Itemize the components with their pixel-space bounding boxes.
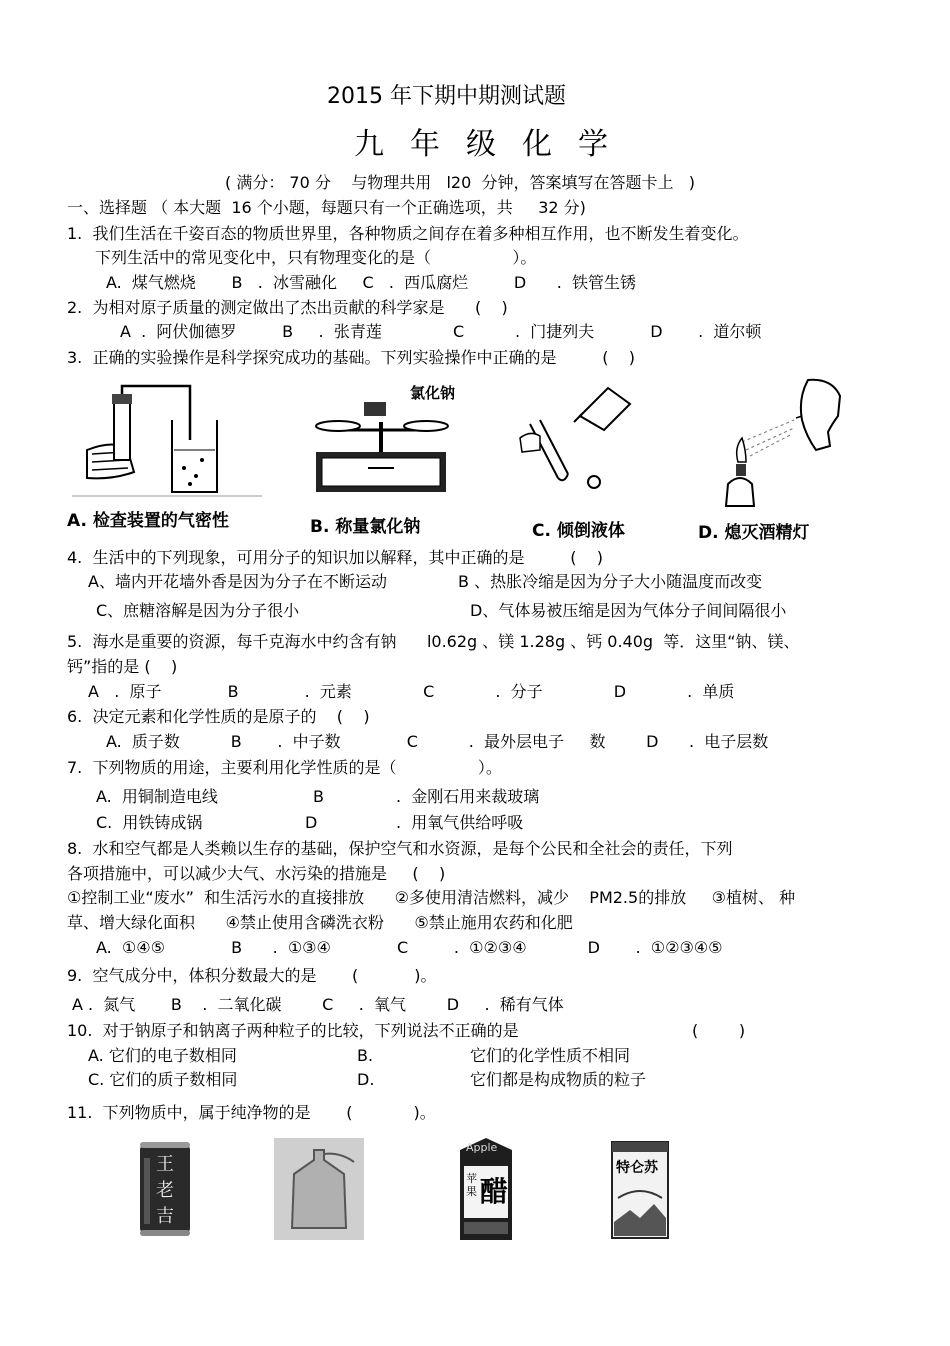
q10-option-d-label: D.	[357, 1070, 375, 1089]
figure-pouring-liquid	[510, 378, 650, 498]
gas-bag-image	[274, 1138, 364, 1240]
q8-options: A. ①④⑤ B . ①③④ C . ①②③④ D . ①②③④⑤	[96, 938, 723, 957]
figure-airtightness-check	[72, 380, 262, 502]
q4-stem: 4. 生活中的下列现象，可用分子的知识加以解释，其中正确的是 ( )	[67, 548, 604, 567]
exam-subtitle: 九年级化学	[354, 127, 634, 162]
exam-note: ( 满分： 70 分 与物理共用 l20 分钟，答案填写在答题卡上 )	[225, 173, 695, 192]
exam-title: 2015 年下期中期测试题	[327, 84, 566, 109]
q10-option-b: 它们的化学性质不相同	[470, 1046, 631, 1065]
q7-option-c: C. 用铁铸成锅	[96, 813, 203, 832]
q7-option-d-label: D	[305, 813, 318, 832]
q7-option-b: . 金刚石用来裁玻璃	[396, 787, 540, 806]
q7-option-a: A. 用铜制造电线	[96, 787, 218, 806]
q1-stem-line2: 下列生活中的常见变化中，只有物理变化的是（ ）。	[95, 248, 537, 267]
q1-options: A. 煤气燃烧 B . 冰雪融化 C . 西瓜腐烂 D . 铁管生锈	[106, 273, 637, 292]
figure-alcohol-lamp	[712, 376, 852, 514]
q11-stem: 11. 下列物质中，属于纯净物的是 ( )。	[67, 1103, 436, 1122]
figure-caption-c: C. 倾倒液体	[532, 521, 625, 541]
vinegar-main-text: 醋	[480, 1175, 509, 1208]
q8-stem-line2: 各项措施中，可以减少大气、水污染的措施是 ( )	[67, 864, 446, 883]
figure-caption-a: A. 检查装置的气密性	[67, 511, 229, 531]
figure-caption-b: B. 称量氯化钠	[310, 517, 421, 537]
q1-stem-line1: 1. 我们生活在千姿百态的物质世界里，各种物质之间存在着多种相互作用，也不断发生着变化。	[67, 224, 749, 243]
q7-option-d: . 用氧气供给呼吸	[396, 813, 524, 832]
q10-stem: 10. 对于钠原子和钠离子两种粒子的比较，下列说法不正确的是	[67, 1021, 519, 1040]
balance-label: 氯化钠	[410, 384, 456, 402]
q2-options: A . 阿伏伽德罗 B . 张青莲 C . 门捷列夫 D . 道尔顿	[120, 322, 762, 341]
q10-option-a: A. 它们的电子数相同	[88, 1046, 237, 1065]
herbal-tea-label: 王老吉	[156, 1154, 174, 1227]
q7-stem: 7. 下列物质的用途，主要利用化学性质的是（ ）。	[67, 758, 502, 777]
q10-option-b-label: B.	[357, 1046, 374, 1065]
vinegar-side-text: 苹果	[466, 1172, 477, 1198]
q9-stem: 9. 空气成分中，体积分数最大的是 ( )。	[67, 966, 437, 985]
q5-options: A . 原子 B . 元素 C . 分子 D . 单质	[88, 682, 735, 701]
q4-option-a: A、墙内开花墙外香是因为分子在不断运动	[88, 572, 387, 591]
q8-stem-line1: 8. 水和空气都是人类赖以生存的基础，保护空气和水资源，是每个公民和全社会的责任，下列	[67, 839, 733, 858]
q9-options: A . 氮气 B . 二氧化碳 C . 氧气 D . 稀有气体	[72, 995, 564, 1014]
q10-option-c: C. 它们的质子数相同	[88, 1070, 238, 1089]
milk-carton-image	[610, 1138, 670, 1240]
q5-stem-line1: 5. 海水是重要的资源，每千克海水中约含有钠 l0.62g 、镁 1.28g 、钙 0.40g 等．这里“钠、镁、	[67, 632, 800, 651]
q2-stem: 2. 为相对原子质量的测定做出了杰出贡献的科学家是 ( )	[67, 298, 508, 317]
q10-paren: ( )	[692, 1021, 746, 1040]
q8-stem-line4: 草、增大绿化面积 ④禁止使用含磷洗衣粉 ⑤禁止施用农药和化肥	[67, 913, 573, 932]
q10-option-d: 它们都是构成物质的粒子	[470, 1070, 647, 1089]
vinegar-apple-text: Apple	[466, 1141, 498, 1154]
q6-stem: 6. 决定元素和化学性质的是原子的 ( )	[67, 707, 370, 726]
q4-option-b: B 、热胀冷缩是因为分子大小随温度而改变	[458, 572, 763, 591]
q8-stem-line3: ①控制工业“废水” 和生活污水的直接排放 ②多使用清洁燃料，减少 PM2.5的排放 ③植树、 种	[67, 888, 796, 907]
q7-option-b-label: B	[313, 787, 324, 806]
q4-option-d: D、气体易被压缩是因为气体分子间间隔很小	[470, 601, 787, 620]
milk-brand-text: 特仑苏	[616, 1160, 658, 1176]
q4-option-c: C、庶糖溶解是因为分子很小	[96, 601, 300, 620]
q3-stem: 3. 正确的实验操作是科学探究成功的基础。下列实验操作中正确的是 ( )	[67, 348, 636, 367]
q5-stem-line2: 钙”指的是 ( )	[67, 657, 178, 676]
q6-options: A. 质子数 B . 中子数 C . 最外层电子 数 D . 电子层数	[106, 732, 769, 751]
figure-caption-d: D. 熄灭酒精灯	[698, 523, 810, 543]
section-heading: 一、选择题 （ 本大题 16 个小题，每题只有一个正确选项，共 32 分)	[67, 198, 586, 217]
